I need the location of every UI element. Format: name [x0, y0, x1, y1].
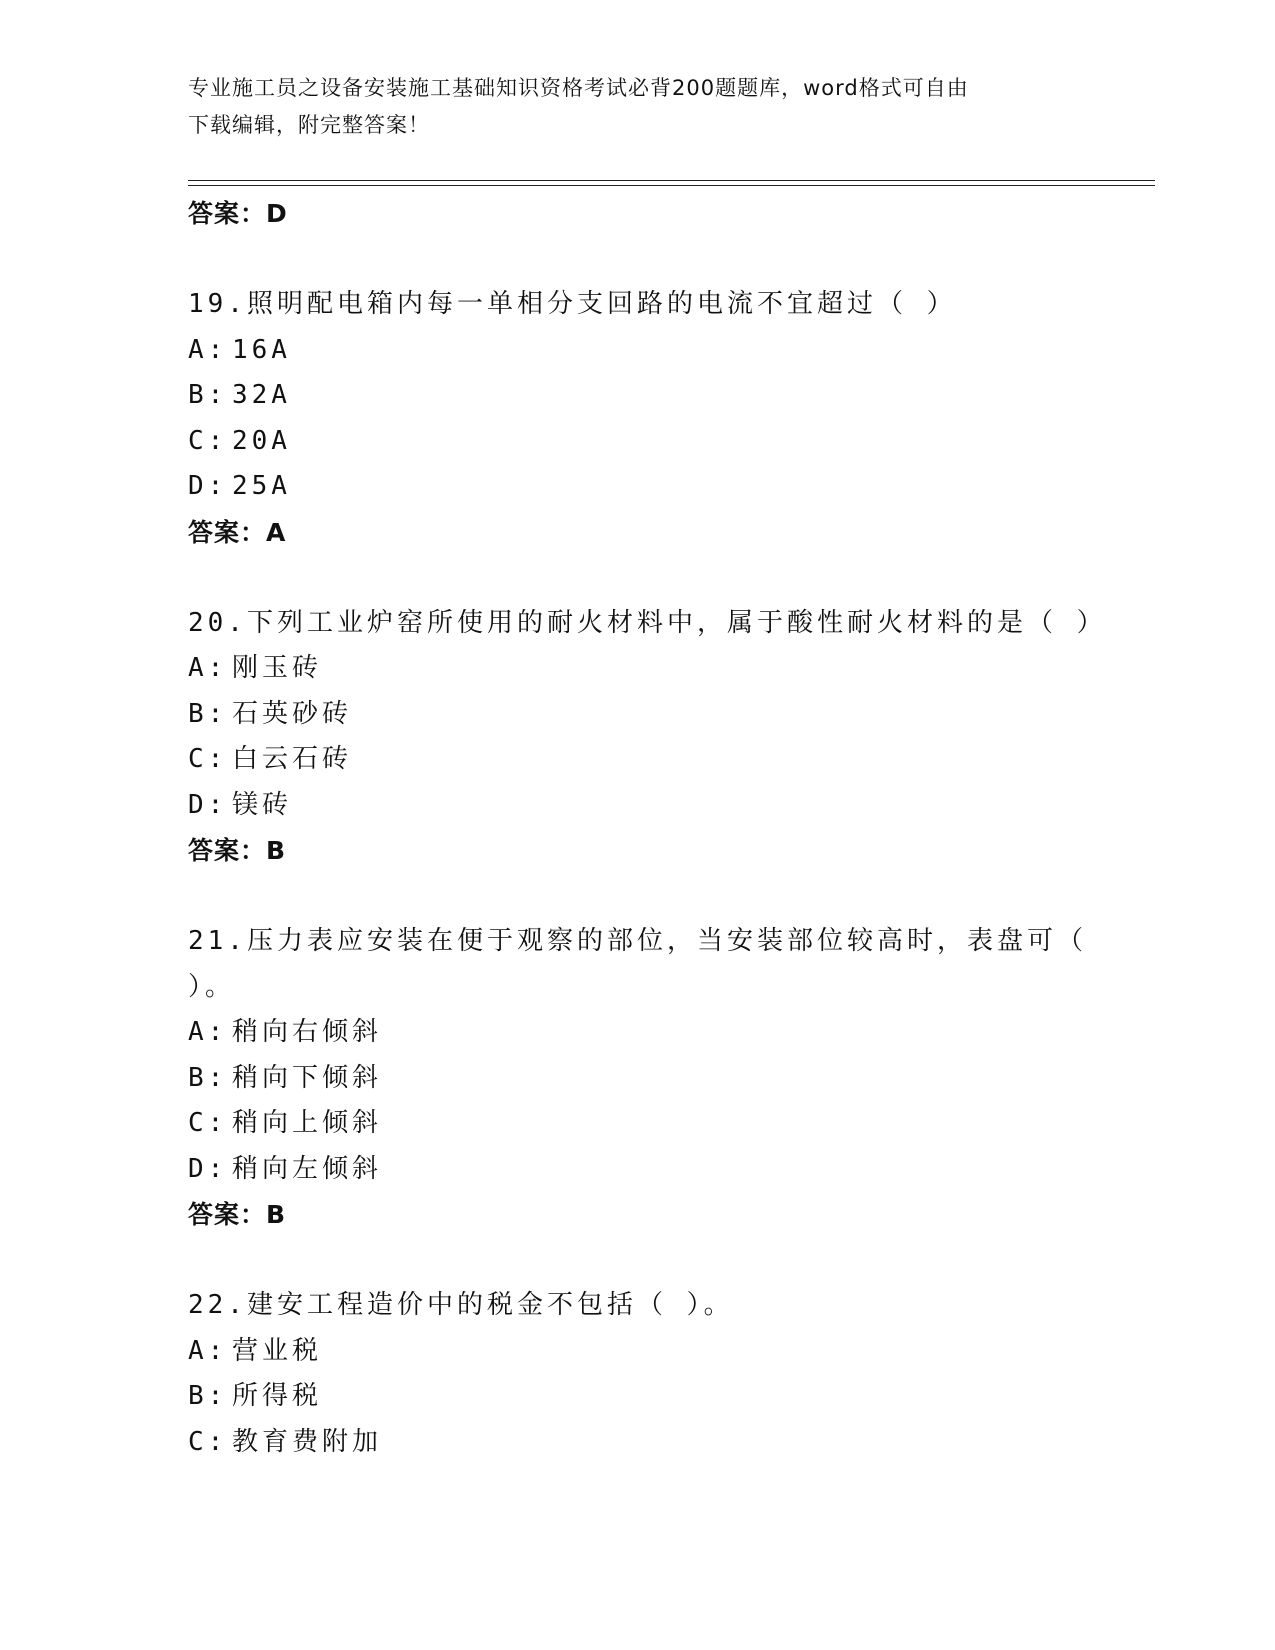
option-text: 32A [232, 380, 291, 410]
option-d [188, 1147, 1148, 1193]
option-key: C: [188, 1426, 228, 1457]
option-b [188, 373, 1148, 419]
option-text: 20A [232, 425, 291, 456]
previous-answer: 答案：D [188, 199, 288, 228]
option-a [188, 328, 1148, 374]
option-text: 稍向下倾斜 [232, 1062, 383, 1093]
option-key: C: [188, 744, 228, 774]
option-text: 刚玉砖 [232, 653, 323, 683]
spacer [188, 874, 1148, 920]
document-header [188, 70, 1068, 144]
option-text: 稍向上倾斜 [232, 1108, 383, 1138]
option-c [188, 1420, 1148, 1466]
option-text: 25A [232, 471, 291, 501]
option-text: 镁砖 [232, 789, 293, 820]
answer: 答案：A [188, 517, 287, 547]
option-text: 稍向左倾斜 [232, 1153, 383, 1184]
question-21 [188, 919, 1148, 1238]
option-a [188, 646, 1148, 692]
option-key: A: [188, 1335, 228, 1366]
spacer [188, 237, 1148, 283]
option-text: 所得税 [232, 1381, 323, 1411]
option-key: C: [188, 425, 228, 456]
option-c [188, 419, 1148, 465]
option-key: D: [188, 471, 228, 501]
option-d [188, 464, 1148, 510]
option-key: D: [188, 1153, 228, 1184]
question-19 [188, 282, 1148, 555]
option-text: 教育费附加 [232, 1426, 383, 1457]
option-a [188, 1329, 1148, 1375]
question-20 [188, 601, 1148, 874]
option-key: B: [188, 698, 228, 729]
option-key: A: [188, 1017, 228, 1047]
option-key: A: [188, 653, 228, 683]
option-key: B: [188, 1381, 228, 1411]
question-stem-continued: ）。 [188, 971, 236, 1002]
option-key: B: [188, 380, 228, 410]
answer: 答案：B [188, 1200, 287, 1229]
question-stem: 21.压力表应安装在便于观察的部位，当安装部位较高时，表盘可（ [188, 926, 1087, 956]
option-b [188, 692, 1148, 738]
option-a [188, 1010, 1148, 1056]
option-d [188, 783, 1148, 829]
option-b [188, 1374, 1148, 1420]
option-key: D: [188, 789, 228, 820]
answer: 答案：B [188, 836, 287, 865]
spacer [188, 555, 1148, 601]
option-key: A: [188, 334, 228, 365]
spacer [188, 1238, 1148, 1284]
header-rule-bottom [188, 185, 1155, 186]
option-c [188, 737, 1148, 783]
question-list [188, 191, 1148, 1465]
option-text: 石英砂砖 [232, 698, 353, 729]
question-stem: 22.建安工程造价中的税金不包括（ ）。 [188, 1290, 734, 1320]
option-b [188, 1056, 1148, 1102]
header-line-2: 下载编辑，附完整答案！ [188, 113, 430, 137]
header-rule-top [188, 180, 1155, 181]
option-key: B: [188, 1062, 228, 1093]
option-text: 稍向右倾斜 [232, 1017, 383, 1047]
option-c [188, 1101, 1148, 1147]
question-22 [188, 1283, 1148, 1465]
option-text: 营业税 [232, 1335, 323, 1366]
option-text: 16A [232, 334, 291, 365]
option-text: 白云石砖 [232, 744, 353, 774]
question-stem: 20.下列工业炉窑所使用的耐火材料中，属于酸性耐火材料的是（ ） [188, 607, 1107, 638]
header-line-1: 专业施工员之设备安装施工基础知识资格考试必背200题题库，word格式可自由 [188, 76, 969, 100]
option-key: C: [188, 1108, 228, 1138]
question-stem: 19.照明配电箱内每一单相分支回路的电流不宜超过（ ） [188, 289, 957, 319]
